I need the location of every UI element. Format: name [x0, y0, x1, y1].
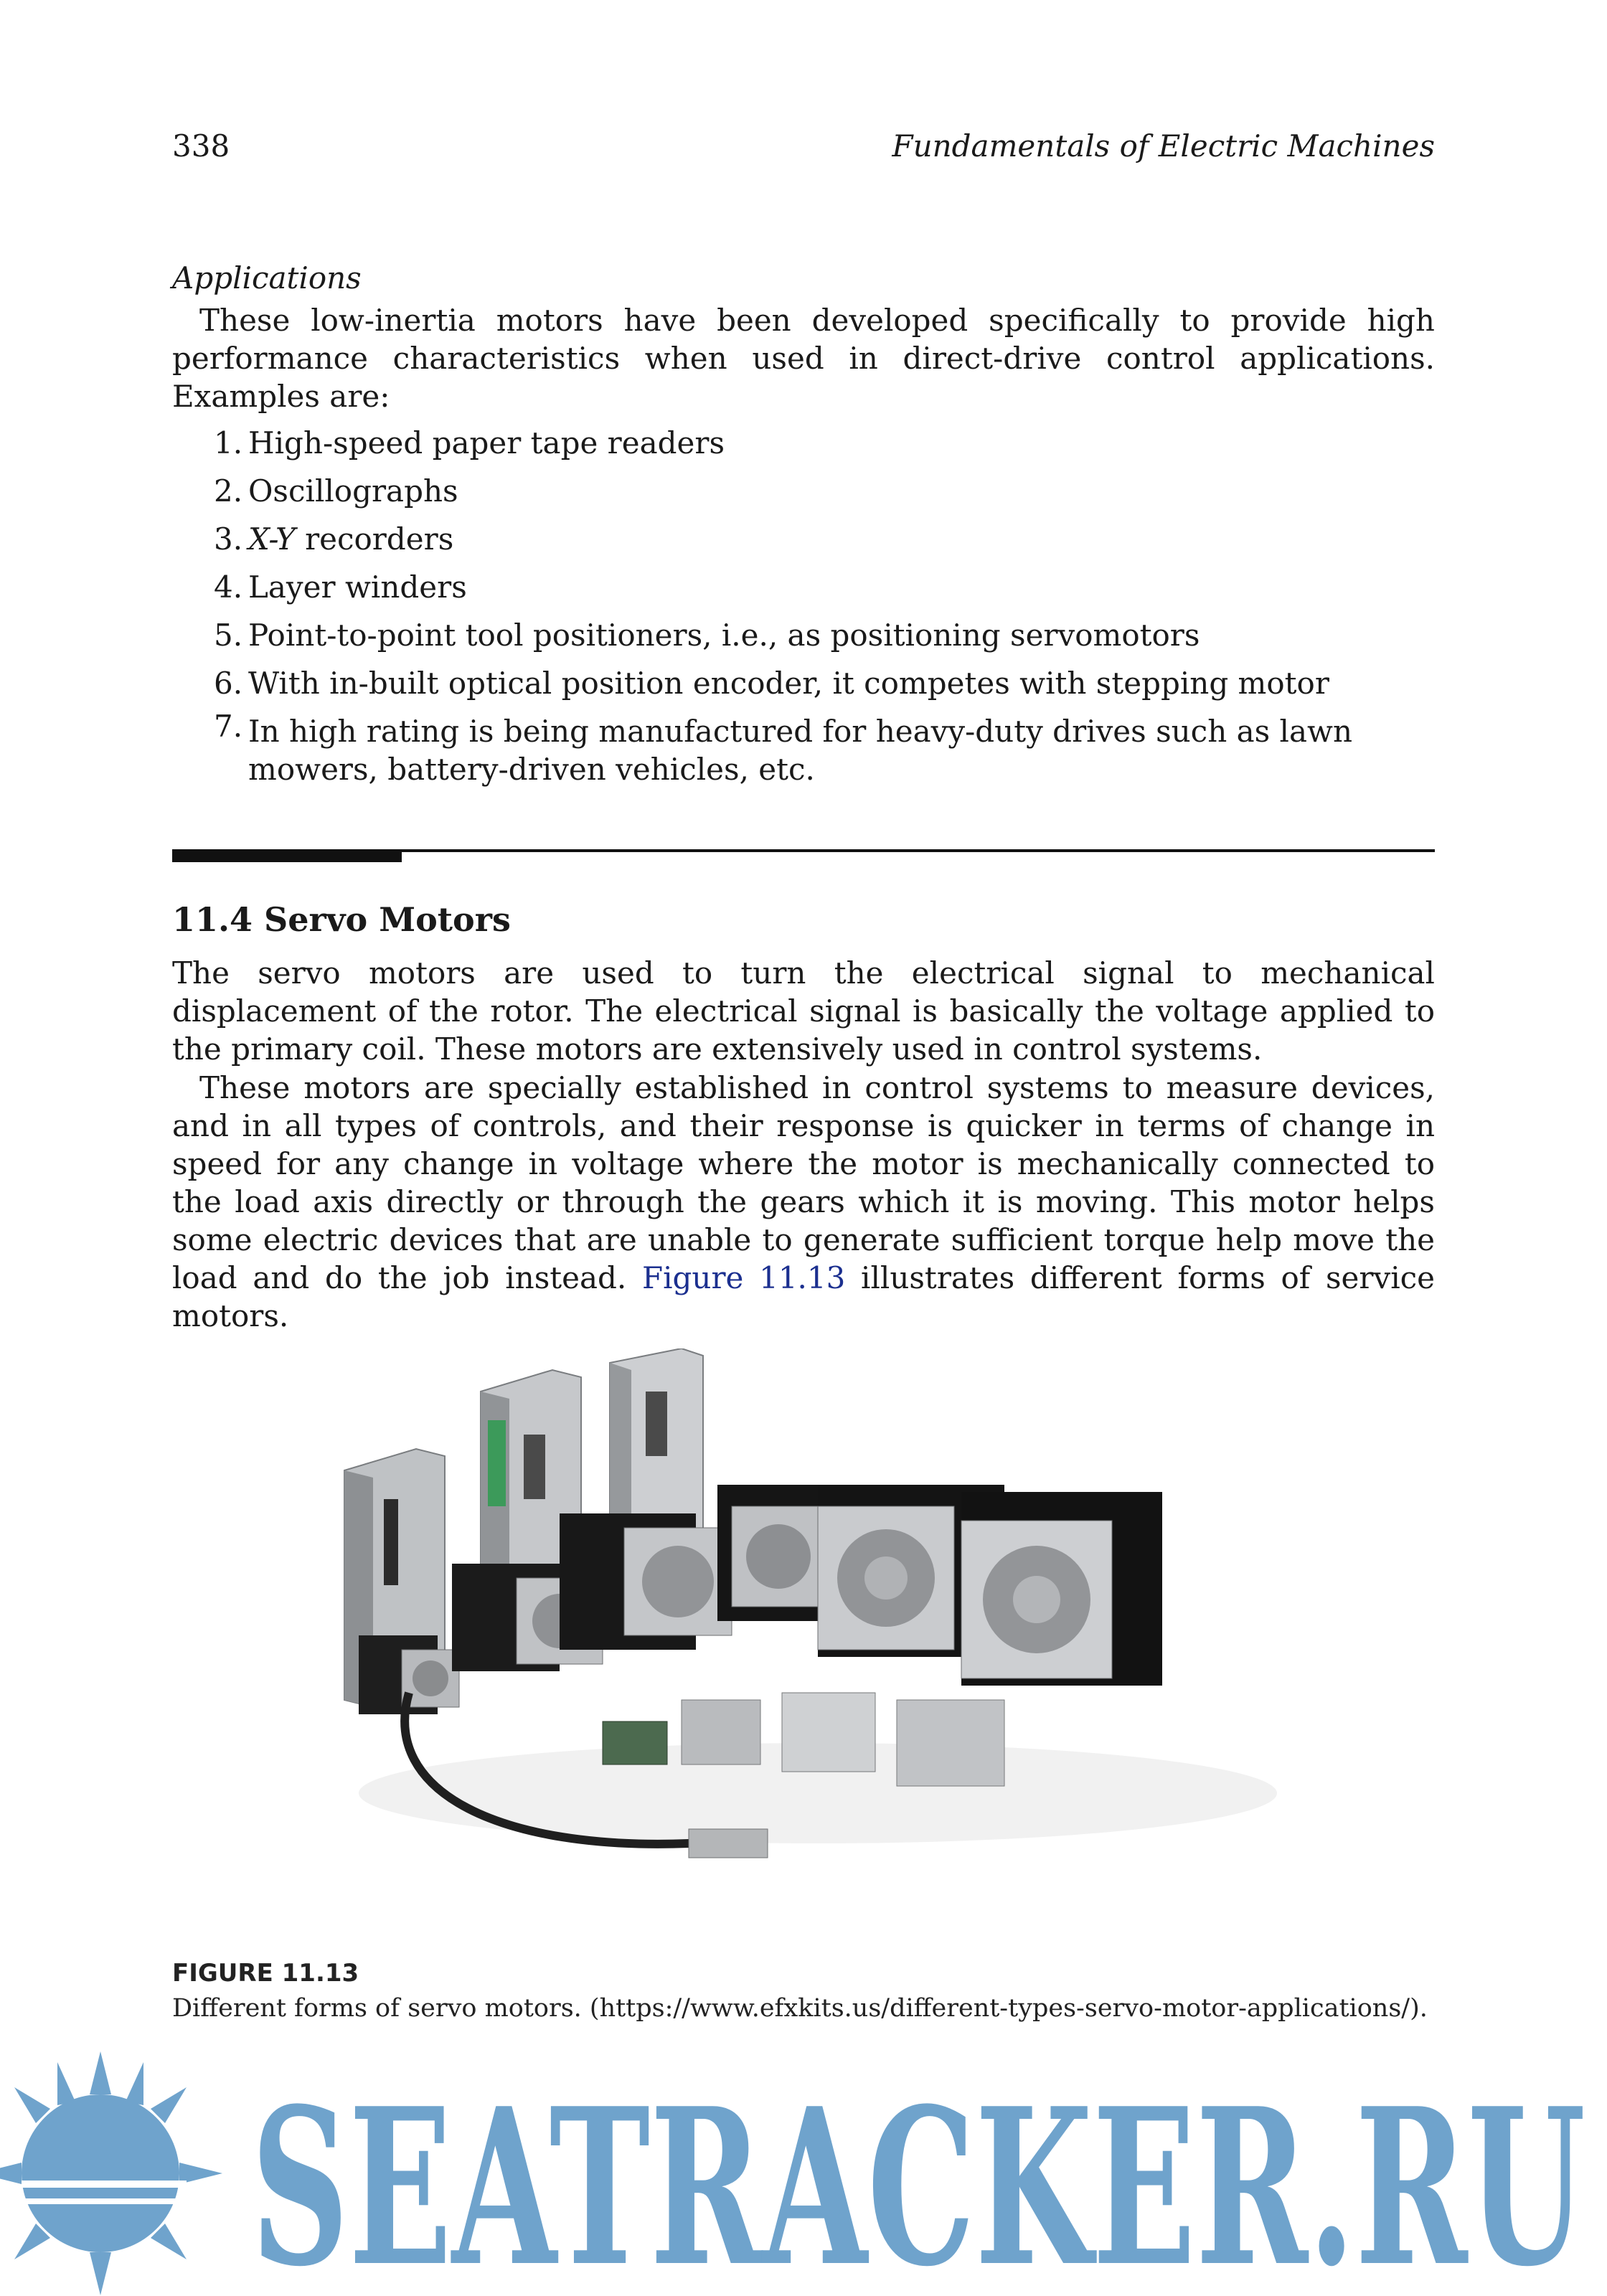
servo-motor-6: [961, 1492, 1162, 1686]
list-item: 7. In high rating is being manufactured for heavy-duty drives such as lawn mowers, battery-driven vehicles, etc.: [214, 709, 1353, 787]
applications-intro: These low-inertia motors have been developed specifically to provide high performance characteristics when used in direct-drive control applications. Examples are:: [172, 303, 1435, 414]
list-item: 2. Oscillographs: [214, 473, 458, 509]
section-paragraph-2: These motors are specially established in control systems to measure devices, and in all types of controls, and their response is quicker in terms of change in speed for any change in voltage where the motor is mechanically connected to the load axis directly or through the gears which it is moving. This motor helps some electric devices that are unable to generate sufficient torque help move the load and do the job instead. Figure 11.13 illustrates different forms of service motors.: [172, 1070, 1436, 1333]
servo-motors-photo: [316, 1348, 1299, 1929]
sun-icon: [0, 2051, 222, 2295]
watermark-text: SEATRACKER.RU: [251, 2061, 1585, 2296]
watermark-logo: [0, 2037, 1607, 2296]
applications-list: [195, 419, 1436, 788]
list-item: 4. Layer winders: [214, 570, 467, 605]
list-item: 1. High-speed paper tape readers: [214, 425, 725, 460]
servo-motor-3: [560, 1513, 732, 1650]
section-rule-accent: [172, 849, 402, 862]
list-item: 5. Point-to-point tool positioners, i.e., as positioning servomotors: [214, 618, 1200, 653]
section-paragraph-1: The servo motors are used to turn the electrical signal to mechanical displacement of the rotor. The electrical signal is basically the voltage applied to the primary coil. These motors are extensively used in control systems.: [172, 955, 1435, 1067]
list-item: 6. With in-built optical position encoder, it competes with stepping motor: [214, 666, 1329, 701]
figure-label: FIGURE 11.13: [172, 1959, 359, 1988]
applications-heading: Applications: [172, 260, 362, 296]
figure-caption: Different forms of servo motors. (https://www.efxkits.us/different-types-servo-motor-applications/).: [172, 1994, 1428, 2023]
section-heading: 11.4 Servo Motors: [172, 900, 511, 939]
figure-link[interactable]: Figure 11.13: [641, 1260, 846, 1295]
running-title: Fundamentals of Electric Machines: [892, 128, 1435, 164]
page-number: 338: [172, 128, 230, 164]
list-item: 3. X-Y recorders: [214, 521, 454, 557]
